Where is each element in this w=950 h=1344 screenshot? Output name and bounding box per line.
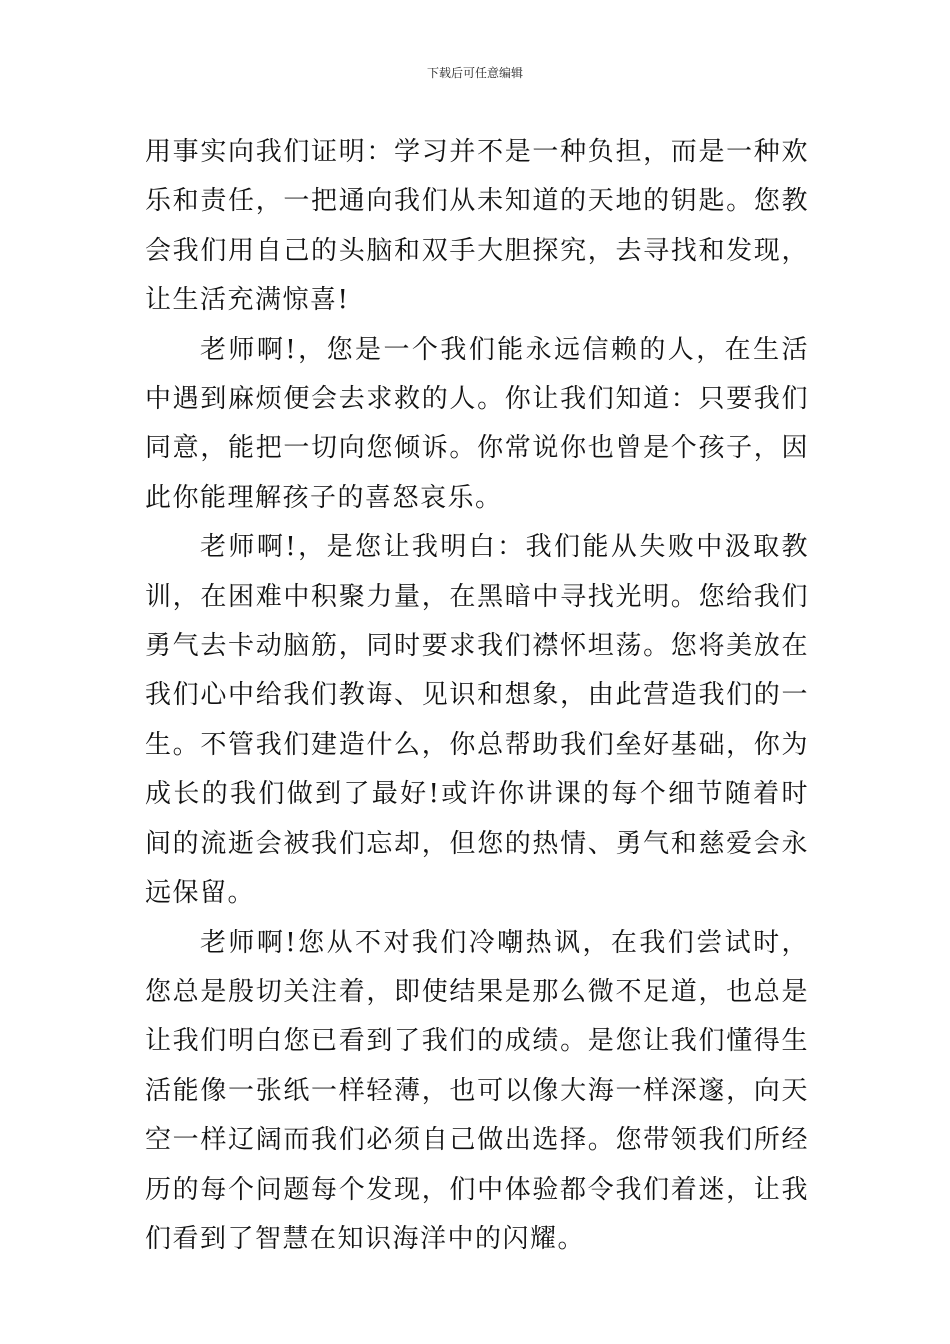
paragraph-trust: 老师啊!，您是一个我们能永远信赖的人，在生活中遇到麻烦便会去求救的人。你让我们知道：只要我们同意，能把一切向您倾诉。你常说你也曾是个孩子，因此你能理解孩子的喜怒哀乐。 [145, 334, 809, 513]
page-header: 下载后可任意编辑 [426, 66, 523, 80]
paragraph-continuation: 用事实向我们证明：学习并不是一种负担，而是一种欢乐和责任，一把通向我们从未知道的天地的钥匙。您教会我们用自己的头脑和双手大胆探究，去寻找和发现，让生活充满惊喜! [145, 137, 809, 316]
document-body [145, 128, 809, 1264]
paragraph-lessons: 老师啊!，是您让我明白：我们能从失败中汲取教训，在困难中积聚力量，在黑暗中寻找光明。您给我们勇气去卡动脑筋，同时要求我们襟怀坦荡。您将美放在我们心中给我们教诲、见识和想象，由此营造我们的一生。不管我们建造什么，你总帮助我们垒好基础，你为成长的我们做到了最好!或许你讲课的每个细节随着时间的流逝会被我们忘却，但您的热情、勇气和慈爱会永远保留。 [145, 532, 809, 909]
paragraph-encouragement: 老师啊!您从不对我们冷嘲热讽，在我们尝试时，您总是殷切关注着，即使结果是那么微不足道，也总是让我们明白您已看到了我们的成绩。是您让我们懂得生活能像一张纸一样轻薄，也可以像大海一样深邃，向天空一样辽阔而我们必须自己做出选择。您带领我们所经历的每个问题每个发现，们中体验都令我们着迷，让我们看到了智慧在知识海洋中的闪耀。 [145, 927, 809, 1254]
